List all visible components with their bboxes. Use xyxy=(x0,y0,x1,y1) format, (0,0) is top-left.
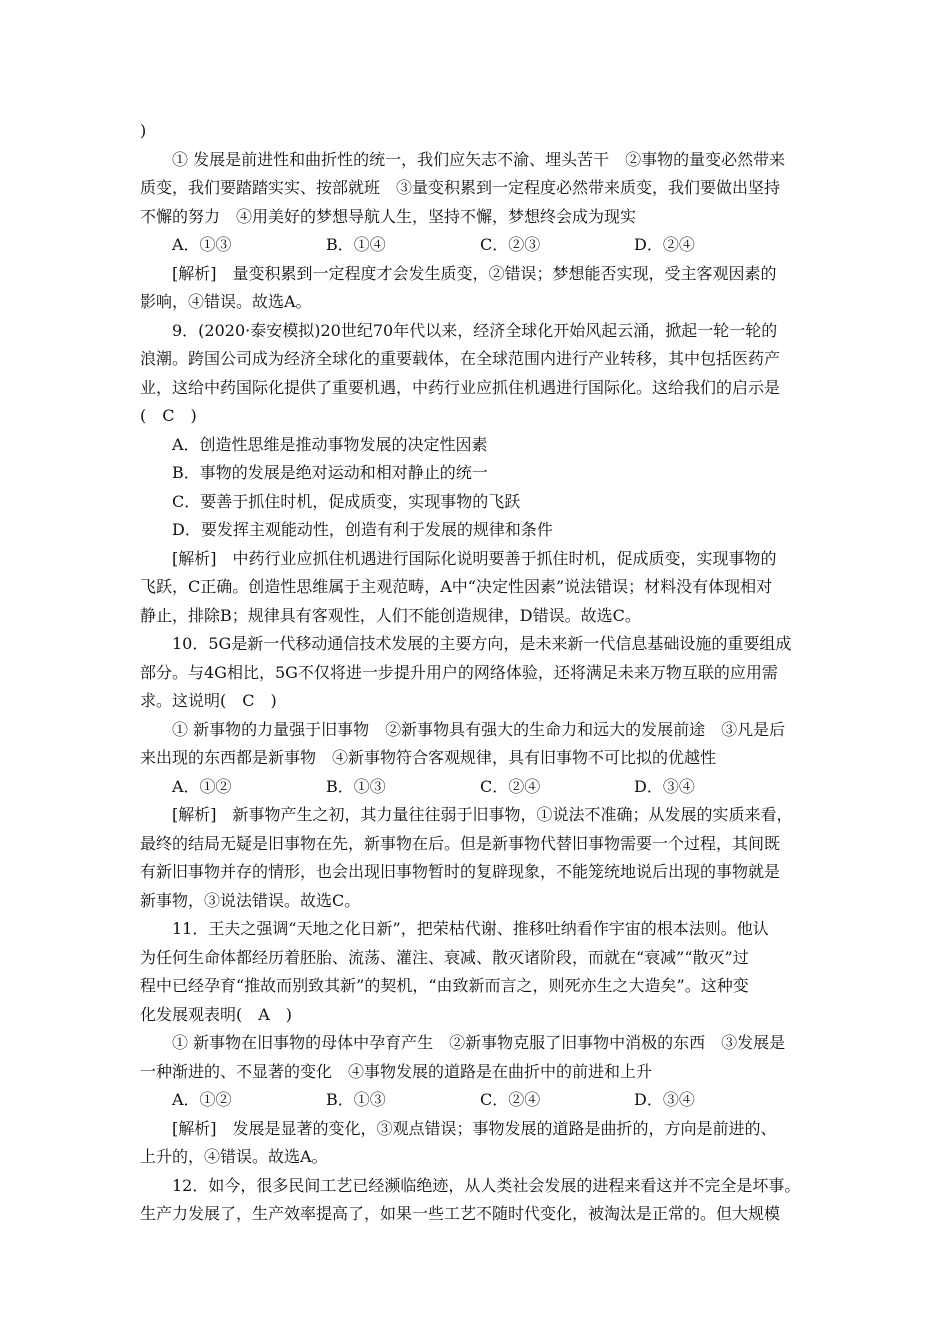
text-line: 来出现的东西都是新事物 ④新事物符合客观规律，具有旧事物不可比拟的优越性 xyxy=(140,748,717,767)
text-line: 静止，排除B；规律具有客观性，人们不能创造规律，D错误。故选C。 xyxy=(140,605,641,625)
text-line: [解析] 量变积累到一定程度才会发生质变，②错误；梦想能否实现，受主客观因素的 xyxy=(172,263,777,283)
text-line: ) xyxy=(140,121,147,140)
text-line: A．创造性思维是推动事物发展的决定性因素 xyxy=(172,434,488,454)
text-line: ① 新事物的力量强于旧事物 ②新事物具有强大的生命力和远大的发展前途 ③凡是后 xyxy=(172,719,786,739)
text-line: ① 新事物在旧事物的母体中孕育产生 ②新事物克服了旧事物中消极的东西 ③发展是 xyxy=(172,1033,786,1052)
text-line: 影响，④错误。故选A。 xyxy=(140,292,312,311)
text-line: 最终的结局无疑是旧事物在先，新事物在后。但是新事物代替旧事物需要一个过程，其间既 xyxy=(140,833,781,853)
text-line: 新事物，③说法错误。故选C。 xyxy=(140,890,361,910)
text-line: 不懈的努力 ④用美好的梦想导航人生，坚持不懈，梦想终会成为现实 xyxy=(140,206,637,226)
text-line: 上升的，④错误。故选A。 xyxy=(140,1147,328,1166)
text-line: [解析] 发展是显著的变化，③观点错误；事物发展的道路是曲折的，方向是前进的、 xyxy=(172,1118,777,1138)
text-line: 飞跃，C正确。创造性思维属于主观范畴，A中“决定性因素”说法错误；材料没有体现相对 xyxy=(140,577,773,596)
answer-option: A．①③ xyxy=(172,235,232,254)
text-line: B．事物的发展是绝对运动和相对静止的统一 xyxy=(172,463,488,482)
text-line: 一种渐进的、不显著的变化 ④事物发展的道路是在曲折中的前进和上升 xyxy=(140,1061,653,1081)
answer-option: B．①③ xyxy=(326,776,386,796)
document-page xyxy=(140,117,812,1229)
answer-options-row xyxy=(140,231,812,260)
answer-option: B．①③ xyxy=(326,1090,386,1109)
text-line: 生产力发展了，生产效率提高了，如果一些工艺不随时代变化，被淘汰是正常的。但大规模 xyxy=(140,1204,781,1223)
text-line: 有新旧事物并存的情形，也会出现旧事物暂时的复辟现象，不能笼统地说后出现的事物就是 xyxy=(140,862,781,881)
text-line: 质变，我们要踏踏实实、按部就班 ③量变积累到一定程度必然带来质变，我们要做出坚持 xyxy=(140,178,781,197)
answer-options-row xyxy=(140,773,812,802)
answer-option: B．①④ xyxy=(326,235,386,254)
answer-option: A．①② xyxy=(172,776,232,796)
text-line: 12．如今，很多民间工艺已经濒临绝迹，从人类社会发展的进程来看这并不完全是坏事。 xyxy=(172,1175,801,1195)
text-line: 浪潮。跨国公司成为经济全球化的重要载体，在全球范围内进行产业转移，其中包括医药产 xyxy=(140,349,781,368)
text-line: C．要善于抓住时机，促成质变，实现事物的飞跃 xyxy=(172,491,521,511)
text-line: 9．(2020·泰安模拟)20世纪70年代以来，经济全球化开始风起云涌，掀起一轮一轮的 xyxy=(172,320,778,340)
text-line: [解析] 新事物产生之初，其力量往往弱于旧事物，①说法不准确；从发展的实质来看， xyxy=(172,805,793,824)
text-line: D．要发挥主观能动性，创造有利于发展的规律和条件 xyxy=(172,520,553,539)
text-line: ① 发展是前进性和曲折性的统一，我们应矢志不渝、埋头苦干 ②事物的量变必然带来 xyxy=(172,149,786,169)
answer-option: D．③④ xyxy=(634,1090,695,1109)
answer-option: A．①② xyxy=(172,1090,232,1109)
text-line: 为任何生命体都经历着胚胎、流荡、灌注、衰减、散灭诸阶段，而就在“衰减”“散灭”过 xyxy=(140,947,749,967)
answer-option: D．②④ xyxy=(634,235,695,254)
text-line: 求。这说明( C ) xyxy=(140,691,277,710)
answer-option: C．②④ xyxy=(480,1090,541,1109)
answer-option: C．②④ xyxy=(480,776,541,796)
answer-option: C．②③ xyxy=(480,235,541,254)
text-line: 部分。与4G相比，5G不仅将进一步提升用户的网络体验，还将满足未来万物互联的应用需 xyxy=(140,662,778,682)
text-line: 化发展观表明( A ) xyxy=(140,1004,293,1024)
text-line: ( C ) xyxy=(140,406,197,425)
text-line: 业，这给中药国际化提供了重要机遇，中药行业应抓住机遇进行国际化。这给我们的启示是 xyxy=(140,377,781,397)
text-line: 11．王夫之强调“天地之化日新”，把荣枯代谢、推移吐纳看作宇宙的根本法则。他认 xyxy=(172,919,769,938)
text-line: 程中已经孕育“推故而别致其新”的契机，“由致新而言之，则死亦生之大造矣”。这种变 xyxy=(140,976,749,995)
text-line: [解析] 中药行业应抓住机遇进行国际化说明要善于抓住时机，促成质变，实现事物的 xyxy=(172,548,777,568)
text-line: 10．5G是新一代移动通信技术发展的主要方向，是未来新一代信息基础设施的重要组成 xyxy=(172,634,792,653)
answer-options-row xyxy=(140,1086,812,1115)
answer-option: D．③④ xyxy=(634,776,695,796)
